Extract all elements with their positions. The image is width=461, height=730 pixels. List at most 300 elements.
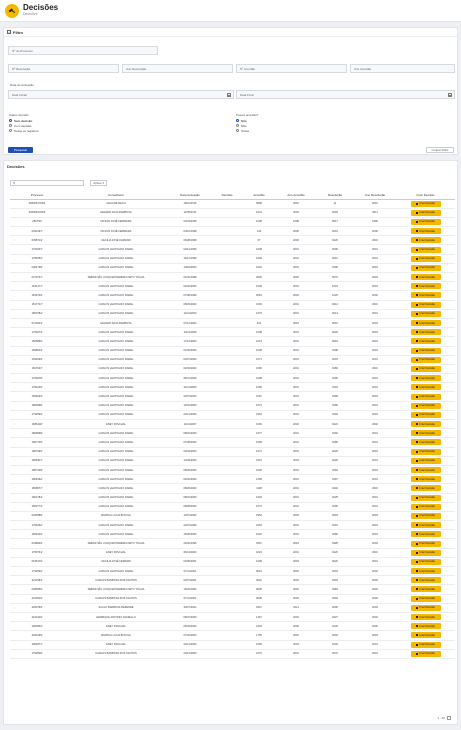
- table-row: [10, 594, 455, 603]
- create-decision-button[interactable]: [411, 320, 441, 326]
- create-decision-label: Criar Decisão: [419, 220, 435, 224]
- document-icon: [416, 451, 418, 453]
- document-icon: [416, 221, 418, 223]
- table-cell: [212, 548, 242, 557]
- create-decision-label: Criar Decisão: [419, 266, 435, 270]
- table-cell: 22/11/2000: [168, 383, 212, 392]
- create-decision-button[interactable]: [411, 348, 441, 354]
- document-icon: [416, 653, 418, 655]
- table-cell: 2001: [354, 640, 396, 649]
- create-decision-button[interactable]: [411, 632, 441, 638]
- table-cell: [212, 631, 242, 640]
- table-cell: 9190: [316, 263, 354, 272]
- table-cell: [396, 309, 455, 318]
- table-cell: 2004: [354, 539, 396, 548]
- table-cell: 2001: [354, 475, 396, 484]
- document-icon: [416, 359, 418, 361]
- clear-filter-button[interactable]: [426, 147, 454, 153]
- table-cell: 2001: [276, 649, 316, 658]
- table-cell: [212, 364, 242, 373]
- table-cell: 1791046/: [10, 383, 64, 392]
- app-header: [0, 0, 461, 22]
- table-cell: 9280: [316, 530, 354, 539]
- table-row: [10, 328, 455, 337]
- table-cell: [212, 475, 242, 484]
- radio-dot[interactable]: [9, 124, 12, 127]
- table-cell: [212, 576, 242, 585]
- calendar-icon[interactable]: [227, 93, 231, 97]
- document-icon: [416, 350, 418, 352]
- column-header[interactable]: Criar Decisão: [396, 191, 455, 199]
- table-cell: 2019: [276, 318, 316, 327]
- table-cell: [212, 502, 242, 511]
- column-header[interactable]: Conselheiro: [64, 191, 168, 199]
- document-icon: [416, 497, 418, 499]
- create-decision-label: Criar Decisão: [419, 551, 435, 555]
- table-row: [10, 254, 455, 263]
- create-decision-button[interactable]: [411, 329, 441, 335]
- table-cell: [212, 438, 242, 447]
- create-decision-button[interactable]: [411, 219, 441, 225]
- table-cell: 2016: [276, 199, 316, 208]
- table-cell: 2001: [276, 309, 316, 318]
- table-cell: CARLOS LEOPOLDO DAREL: [64, 337, 168, 346]
- create-decision-label: Criar Decisão: [419, 248, 435, 252]
- table-row: [10, 622, 455, 631]
- table-cell: 1806492/: [10, 475, 64, 484]
- table-cell: 1686418/: [10, 420, 64, 429]
- create-decision-button[interactable]: [411, 614, 441, 620]
- table-cell: CARLOS LEOPOLDO DAREL: [64, 392, 168, 401]
- table-cell: 1796462/: [10, 521, 64, 530]
- table-cell: 2002: [276, 631, 316, 640]
- document-icon: [416, 598, 418, 600]
- table-row: [10, 236, 455, 245]
- create-decision-button[interactable]: [411, 651, 441, 657]
- table-cell: 1008: [276, 217, 316, 226]
- table-cell: 2001: [354, 328, 396, 337]
- table-cell: 06/07/2000: [168, 612, 212, 621]
- gavel-icon: [8, 7, 16, 15]
- table-cell: 1079: [242, 309, 276, 318]
- radio-dot[interactable]: [236, 124, 239, 127]
- table-cell: 12/11/2000: [168, 309, 212, 318]
- table-cell: 9226: [316, 328, 354, 337]
- create-decision-button[interactable]: [411, 476, 441, 482]
- table-cell: [396, 530, 455, 539]
- create-decision-button[interactable]: [411, 568, 441, 574]
- filter-header[interactable]: [4, 28, 457, 37]
- create-decision-label: Criar Decisão: [419, 486, 435, 490]
- document-icon: [416, 294, 418, 296]
- document-icon: [416, 607, 418, 609]
- create-decision-button[interactable]: [411, 642, 441, 648]
- table-cell: 2002: [354, 612, 396, 621]
- table-cell: [212, 263, 242, 272]
- document-icon: [416, 460, 418, 462]
- table-cell: 2001: [276, 429, 316, 438]
- table-cell: 10/11/1999: [168, 328, 212, 337]
- document-icon: [416, 423, 418, 425]
- create-decision-button[interactable]: [411, 430, 441, 436]
- table-cell: 2001: [276, 438, 316, 447]
- document-icon: [416, 377, 418, 379]
- table-cell: [212, 346, 242, 355]
- table-cell: 1780734/: [10, 548, 64, 557]
- table-cell: CARLOS LEOPOLDO DAREL: [64, 521, 168, 530]
- status-label: Status decisão: [9, 113, 29, 117]
- create-decision-button[interactable]: [411, 439, 441, 445]
- table-cell: 1829140/: [10, 530, 64, 539]
- table-cell: 1960560/: [10, 622, 64, 631]
- document-icon: [416, 634, 418, 636]
- create-decision-label: Criar Decisão: [419, 404, 435, 408]
- table-cell: [212, 622, 242, 631]
- table-cell: 0004798/: [10, 263, 64, 272]
- table-row: [10, 631, 455, 640]
- table-cell: HENRIQUE ANTONIO DANIELLO: [64, 612, 168, 621]
- table-cell: 5070: [316, 273, 354, 282]
- table-cell: 12/05/2011: [168, 208, 212, 217]
- create-decision-button[interactable]: [411, 274, 441, 280]
- table-cell: 1026: [316, 291, 354, 300]
- table-cell: 1068: [242, 438, 276, 447]
- create-decision-button[interactable]: [411, 421, 441, 427]
- create-decision-label: Criar Decisão: [419, 450, 435, 454]
- table-cell: CARLOS LEOPOLDO DAREL: [64, 456, 168, 465]
- radio-todos-registros[interactable]: [9, 128, 38, 133]
- table-cell: [396, 374, 455, 383]
- table-cell: 2001: [354, 364, 396, 373]
- create-decision-button[interactable]: [411, 513, 441, 519]
- document-icon: [416, 515, 418, 517]
- create-decision-button[interactable]: [411, 283, 441, 289]
- table-cell: 03/10/1998: [168, 227, 212, 236]
- table-cell: 2001: [354, 557, 396, 566]
- table-cell: 1067: [242, 392, 276, 401]
- radio-todos[interactable]: [236, 128, 258, 133]
- create-decision-button[interactable]: [411, 228, 441, 234]
- table-cell: 5016: [316, 318, 354, 327]
- table-row: [10, 263, 455, 272]
- table-cell: 16/05/2000: [168, 530, 212, 539]
- page-title: Decisões: [23, 3, 59, 13]
- table-cell: 9198: [316, 346, 354, 355]
- create-decision-label: Criar Decisão: [419, 615, 435, 619]
- table-cell: 2001: [354, 309, 396, 318]
- table-cell: 1002: [242, 263, 276, 272]
- table-cell: 22/12/2000: [168, 410, 212, 419]
- table-cell: [212, 282, 242, 291]
- column-header[interactable]: Resolução: [316, 191, 354, 199]
- create-decision-button[interactable]: [411, 265, 441, 271]
- table-cell: 0470004/: [10, 318, 64, 327]
- radio-dot[interactable]: [236, 119, 239, 122]
- table-cell: 07/12/2004: [168, 318, 212, 327]
- search-button[interactable]: [8, 147, 33, 153]
- table-cell: [212, 383, 242, 392]
- create-decision-button[interactable]: [411, 338, 441, 344]
- table-cell: CARLOS LEOPOLDO DAREL: [64, 245, 168, 254]
- create-decision-button[interactable]: [411, 412, 441, 418]
- table-cell: 9330: [242, 273, 276, 282]
- table-cell: 1044: [242, 208, 276, 217]
- table-cell: 2001: [276, 456, 316, 465]
- create-decision-button[interactable]: [411, 458, 441, 464]
- table-cell: CARLOS LEOPOLDO DAREL: [64, 282, 168, 291]
- acordao-input[interactable]: [236, 64, 347, 73]
- search-icon: ⚲: [13, 181, 16, 185]
- create-decision-button[interactable]: [411, 485, 441, 491]
- table-cell: 2001: [276, 383, 316, 392]
- column-header[interactable]: Processo: [10, 191, 64, 199]
- table-cell: [212, 208, 242, 217]
- table-cell: [212, 199, 242, 208]
- document-icon: [416, 414, 418, 416]
- create-decision-button[interactable]: [411, 559, 441, 565]
- table-cell: 9021: [242, 567, 276, 576]
- table-cell: 9139: [316, 622, 354, 631]
- table-cell: 4210510/: [10, 594, 64, 603]
- table-cell: 1098: [242, 374, 276, 383]
- create-decision-button[interactable]: [411, 292, 441, 298]
- table-cell: 2002: [354, 567, 396, 576]
- table-cell: 9022: [242, 576, 276, 585]
- document-icon: [416, 469, 418, 471]
- table-cell: 2006: [354, 227, 396, 236]
- table-row: [10, 612, 455, 621]
- table-row: [10, 502, 455, 511]
- table-cell: [396, 576, 455, 585]
- table-cell: 2002: [276, 576, 316, 585]
- table-cell: 2001: [276, 245, 316, 254]
- table-row: [10, 383, 455, 392]
- pager-text: 1 - 60: [437, 716, 445, 720]
- create-decision-button[interactable]: [411, 467, 441, 473]
- create-decision-button[interactable]: [411, 357, 441, 363]
- create-decision-button[interactable]: [411, 495, 441, 501]
- table-row: [10, 649, 455, 658]
- ano-acordao-input[interactable]: [350, 64, 455, 73]
- table-cell: SEBASTIÃO JOAQUIM PEREIRA NETO TOCHA: [64, 273, 168, 282]
- table-row: [10, 585, 455, 594]
- create-decision-button[interactable]: [411, 541, 441, 547]
- table-cell: 16/02/1994: [168, 585, 212, 594]
- create-decision-button[interactable]: [411, 384, 441, 390]
- create-decision-label: Criar Decisão: [419, 514, 435, 518]
- table-cell: 280750/: [10, 217, 64, 226]
- clear-button-label: Limpar Filtro: [431, 148, 449, 152]
- table-row: [10, 245, 455, 254]
- column-header[interactable]: Ano Acórdão: [276, 191, 316, 199]
- table-cell: 9203: [316, 208, 354, 217]
- table-cell: 9263: [242, 291, 276, 300]
- document-icon: [416, 570, 418, 572]
- document-icon: [416, 322, 418, 324]
- table-cell: 07/11/2001: [168, 567, 212, 576]
- table-cell: 2011: [354, 208, 396, 217]
- table-cell: 1008: [242, 328, 276, 337]
- table-cell: CARLOS BARBOSA DOS SANTOS: [64, 649, 168, 658]
- document-icon: [416, 579, 418, 581]
- table-cell: [212, 337, 242, 346]
- table-cell: CARLOS LEOPOLDO DAREL: [64, 291, 168, 300]
- table-cell: NILSON JOSÉ FERREIRA: [64, 227, 168, 236]
- create-decision-button[interactable]: [411, 366, 441, 372]
- table-cell: 9201: [316, 227, 354, 236]
- table-cell: 4261095/: [10, 631, 64, 640]
- table-cell: 2001: [354, 465, 396, 474]
- table-cell: [396, 429, 455, 438]
- create-decision-label: Criar Decisão: [419, 358, 435, 362]
- table-cell: 2003: [354, 511, 396, 520]
- table-cell: CARLOS LEOPOLDO DAREL: [64, 309, 168, 318]
- table-cell: 01/02/1998: [168, 273, 212, 282]
- table-row: [10, 355, 455, 364]
- create-decision-button[interactable]: [411, 449, 441, 455]
- table-cell: 22/07/1999: [168, 521, 212, 530]
- create-decision-button[interactable]: [411, 247, 441, 253]
- table-cell: 2002: [354, 291, 396, 300]
- table-cell: 2000: [354, 622, 396, 631]
- create-decision-button[interactable]: [411, 256, 441, 262]
- collapse-icon[interactable]: −: [8, 29, 10, 34]
- create-decision-button[interactable]: [411, 522, 441, 528]
- create-decision-button[interactable]: [411, 531, 441, 537]
- table-cell: CARLOS BARBOSA DOS SANTOS: [64, 576, 168, 585]
- create-decision-label: Criar Decisão: [419, 303, 435, 307]
- table-cell: 22/12/2000: [168, 649, 212, 658]
- table-cell: [212, 374, 242, 383]
- column-header[interactable]: Acórdão: [242, 191, 276, 199]
- table-cell: 0050062/2005: [10, 208, 64, 217]
- table-cell: [396, 447, 455, 456]
- calendar-icon[interactable]: [448, 93, 452, 97]
- table-cell: 06/08/1998: [168, 236, 212, 245]
- table-cell: 2001: [354, 254, 396, 263]
- table-cell: [212, 291, 242, 300]
- radio-dot[interactable]: [9, 119, 12, 122]
- create-decision-button[interactable]: [411, 394, 441, 400]
- create-decision-button[interactable]: [411, 302, 441, 308]
- table-cell: 07/08/1999: [168, 291, 212, 300]
- document-icon: [416, 331, 418, 333]
- document-icon: [416, 588, 418, 590]
- table-row: [10, 364, 455, 373]
- create-decision-button[interactable]: [411, 596, 441, 602]
- radio-dot[interactable]: [236, 129, 239, 132]
- table-cell: 12/07/2002: [168, 511, 212, 520]
- table-cell: 0380950/: [10, 585, 64, 594]
- table-cell: [396, 217, 455, 226]
- create-decision-label: Criar Decisão: [419, 312, 435, 316]
- table-cell: 1077: [242, 429, 276, 438]
- create-decision-button[interactable]: [411, 210, 441, 216]
- table-cell: [212, 557, 242, 566]
- resolucao-input[interactable]: [8, 64, 119, 73]
- create-decision-button[interactable]: [411, 586, 441, 592]
- table-cell: 1760074/: [10, 328, 64, 337]
- radio-label: Com decisão: [14, 123, 32, 128]
- processo-placeholder: Nº do Processo: [12, 48, 33, 53]
- data-inicial-input[interactable]: [8, 90, 234, 99]
- column-header[interactable]: Ano Resolução: [354, 191, 396, 199]
- table-cell: 1073: [242, 502, 276, 511]
- create-decision-button[interactable]: [411, 375, 441, 381]
- data-final-input[interactable]: [236, 90, 455, 99]
- table-cell: 2001: [276, 401, 316, 410]
- create-decision-button[interactable]: [411, 237, 441, 243]
- create-decision-button[interactable]: [411, 550, 441, 556]
- radio-label: Sim: [241, 118, 247, 123]
- table-row: [10, 567, 455, 576]
- table-cell: [212, 567, 242, 576]
- actions-dropdown[interactable]: Ações ▾: [90, 180, 107, 186]
- table-cell: 1068: [242, 364, 276, 373]
- table-cell: 2001: [354, 263, 396, 272]
- resolucao-placeholder: Nº Resolução: [12, 66, 31, 71]
- decisions-title: Decisões: [7, 164, 25, 169]
- table-cell: 22/02/1995: [168, 539, 212, 548]
- table-cell: 1786350/: [10, 254, 64, 263]
- create-decision-label: Criar Decisão: [419, 376, 435, 380]
- table-cell: 2001: [354, 392, 396, 401]
- table-cell: 0050057/2004: [10, 199, 64, 208]
- table-cell: [396, 364, 455, 373]
- processo-input[interactable]: [8, 46, 158, 55]
- table-cell: [212, 355, 242, 364]
- table-cell: 2001: [276, 328, 316, 337]
- create-decision-button[interactable]: [411, 311, 441, 317]
- create-decision-button[interactable]: [411, 201, 441, 207]
- table-cell: 2001: [276, 640, 316, 649]
- document-icon: [416, 616, 418, 618]
- table-cell: 2018: [276, 273, 316, 282]
- table-cell: [396, 245, 455, 254]
- create-decision-button[interactable]: [411, 605, 441, 611]
- document-icon: [416, 561, 418, 563]
- breadcrumb: Decisões: [23, 12, 38, 17]
- create-decision-button[interactable]: [411, 577, 441, 583]
- column-header[interactable]: Decisão: [212, 191, 242, 199]
- table-cell: 9203: [316, 355, 354, 364]
- table-cell: CARLOS LEOPOLDO DAREL: [64, 475, 168, 484]
- create-decision-label: Criar Decisão: [419, 211, 435, 215]
- table-cell: 1599220/: [10, 392, 64, 401]
- table-cell: 1068: [242, 475, 276, 484]
- create-decision-button[interactable]: [411, 403, 441, 409]
- table-row: [10, 392, 455, 401]
- table-cell: 1019: [316, 282, 354, 291]
- table-cell: CARLOS LEOPOLDO DAREL: [64, 355, 168, 364]
- table-cell: [396, 236, 455, 245]
- create-decision-button[interactable]: [411, 504, 441, 510]
- table-cell: 9189: [316, 392, 354, 401]
- table-search-input[interactable]: [10, 180, 84, 186]
- create-decision-button[interactable]: [411, 623, 441, 629]
- table-cell: [396, 392, 455, 401]
- table-cell: 2004: [354, 318, 396, 327]
- radio-dot[interactable]: [9, 129, 12, 132]
- table-cell: 17/12/2000: [168, 337, 212, 346]
- table-cell: 07/11/2001: [168, 594, 212, 603]
- table-cell: MARTHA LUCIA BOCCHI: [64, 631, 168, 640]
- table-row: [10, 493, 455, 502]
- next-page-button[interactable]: [447, 716, 451, 720]
- table-cell: [396, 475, 455, 484]
- ano-resolucao-input[interactable]: [122, 64, 233, 73]
- column-header[interactable]: Data Autuação: [168, 191, 212, 199]
